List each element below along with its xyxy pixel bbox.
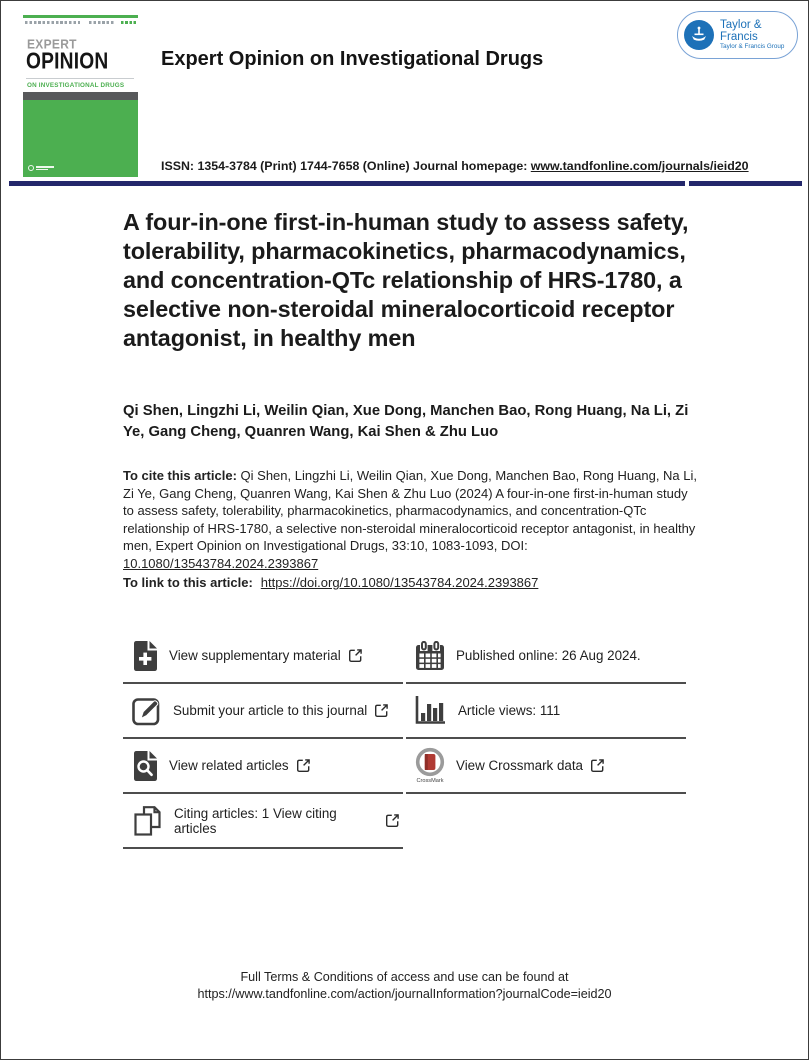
cover-masthead-subtitle: ON INVESTIGATIONAL DRUGS xyxy=(27,82,125,89)
external-link-icon xyxy=(297,759,310,772)
action-view-supplementary-material[interactable] xyxy=(123,629,403,684)
header-divider xyxy=(9,181,802,186)
external-link-icon xyxy=(349,649,362,662)
taylor-francis-ship-icon xyxy=(684,20,714,50)
actions-right-column xyxy=(406,629,686,849)
action-view-citing-articles[interactable] xyxy=(123,794,403,849)
issn-line xyxy=(161,159,749,173)
cover-masthead-title: OPINION xyxy=(26,49,109,75)
actions-grid xyxy=(123,629,686,849)
action-label: Submit your article to this journal xyxy=(173,703,368,718)
action-label: View related articles xyxy=(169,758,289,773)
action-label: View Crossmark data xyxy=(456,758,584,773)
related-articles-icon xyxy=(132,751,158,781)
article-views-text: Article views: 111 xyxy=(458,703,561,718)
cover-green-panel xyxy=(23,100,138,177)
issn-text: ISSN: 1354-3784 (Print) 1744-7658 (Online) Journal homepage: xyxy=(161,159,531,173)
article-doi-url-link[interactable]: https://doi.org/10.1080/13543784.2024.2393867 xyxy=(260,575,539,590)
journal-title: Expert Opinion on Investigational Drugs xyxy=(161,48,544,70)
external-link-icon xyxy=(375,704,388,717)
supplementary-material-icon xyxy=(132,641,158,671)
doi-link[interactable]: 10.1080/13543784.2024.2393867 xyxy=(123,555,319,571)
taylor-francis-logo xyxy=(677,11,798,59)
terms-line1: Full Terms & Conditions of access and use can be found at xyxy=(240,970,569,984)
publisher-group: Taylor & Francis Group xyxy=(720,43,785,51)
cover-top-rule xyxy=(23,15,138,18)
citation-block xyxy=(123,467,698,573)
cite-label: To cite this article: xyxy=(123,468,237,483)
link-label: To link to this article: xyxy=(123,575,253,590)
actions-left-column xyxy=(123,629,403,849)
published-online-row xyxy=(406,629,686,684)
journal-cover-thumbnail xyxy=(23,15,138,177)
article-title: A four-in-one first-in-human study to assess safety, tolerability, pharmacokinetics, pharmacodynamics, and concentration-QTc relationship of HRS-1780, a selective non-steroidal mineralocorticoid receptor antagonist, in healthy men xyxy=(123,209,689,351)
link-line xyxy=(123,575,538,590)
action-label: View supplementary material xyxy=(169,648,341,663)
external-link-icon xyxy=(591,759,604,772)
calendar-icon xyxy=(415,641,445,671)
action-view-crossmark-data[interactable] xyxy=(406,739,686,794)
cite-text: Qi Shen, Lingzhi Li, Weilin Qian, Xue Dong, Manchen Bao, Rong Huang, Na Li, Zi Ye, Gang Cheng, Quanren Wang, Kai Shen & Zhu Luo (2024) A four-in-one first-in-human study to assess safety, tolerability, pharmacokinetics, pharmacodynamics, and concentration-QTc relationship of HRS-1780, a selective non-steroidal mineralocorticoid receptor antagonist, in healthy men, Expert Opinion on Investigational Drugs, 33:10, 1083-1093, DOI: xyxy=(123,468,698,554)
cover-issue-info xyxy=(23,21,138,24)
article-views-icon xyxy=(415,696,447,725)
submit-article-icon xyxy=(132,695,162,726)
crossmark-icon xyxy=(415,747,445,784)
cover-masthead-rule xyxy=(26,78,134,79)
journal-homepage-link[interactable]: www.tandfonline.com/journals/ieid20 xyxy=(530,159,749,173)
crossmark-caption: CrossMark xyxy=(416,778,444,784)
action-label: Citing articles: 1 View citing articles xyxy=(174,805,337,836)
action-view-related-articles[interactable] xyxy=(123,739,403,794)
article-views-row xyxy=(406,684,686,739)
terms-line2: https://www.tandfonline.com/action/journalInformation?journalCode=ieid20 xyxy=(197,987,612,1001)
publisher-name: Taylor & Francis xyxy=(720,19,762,44)
cover-dark-bar xyxy=(23,92,138,100)
cover-masthead-kicker: EXPERT xyxy=(27,36,77,52)
external-link-icon xyxy=(386,814,399,827)
action-submit-article[interactable] xyxy=(123,684,403,739)
terms-footer xyxy=(1,969,808,1003)
citing-articles-icon xyxy=(132,806,163,836)
published-online-text: Published online: 26 Aug 2024. xyxy=(456,648,641,663)
article-authors: Qi Shen, Lingzhi Li, Weilin Qian, Xue Dong, Manchen Bao, Rong Huang, Na Li, Zi Ye, Gang Cheng, Quanren Wang, Kai Shen & Zhu Luo xyxy=(123,403,689,440)
publisher-mini-logo xyxy=(28,165,54,171)
